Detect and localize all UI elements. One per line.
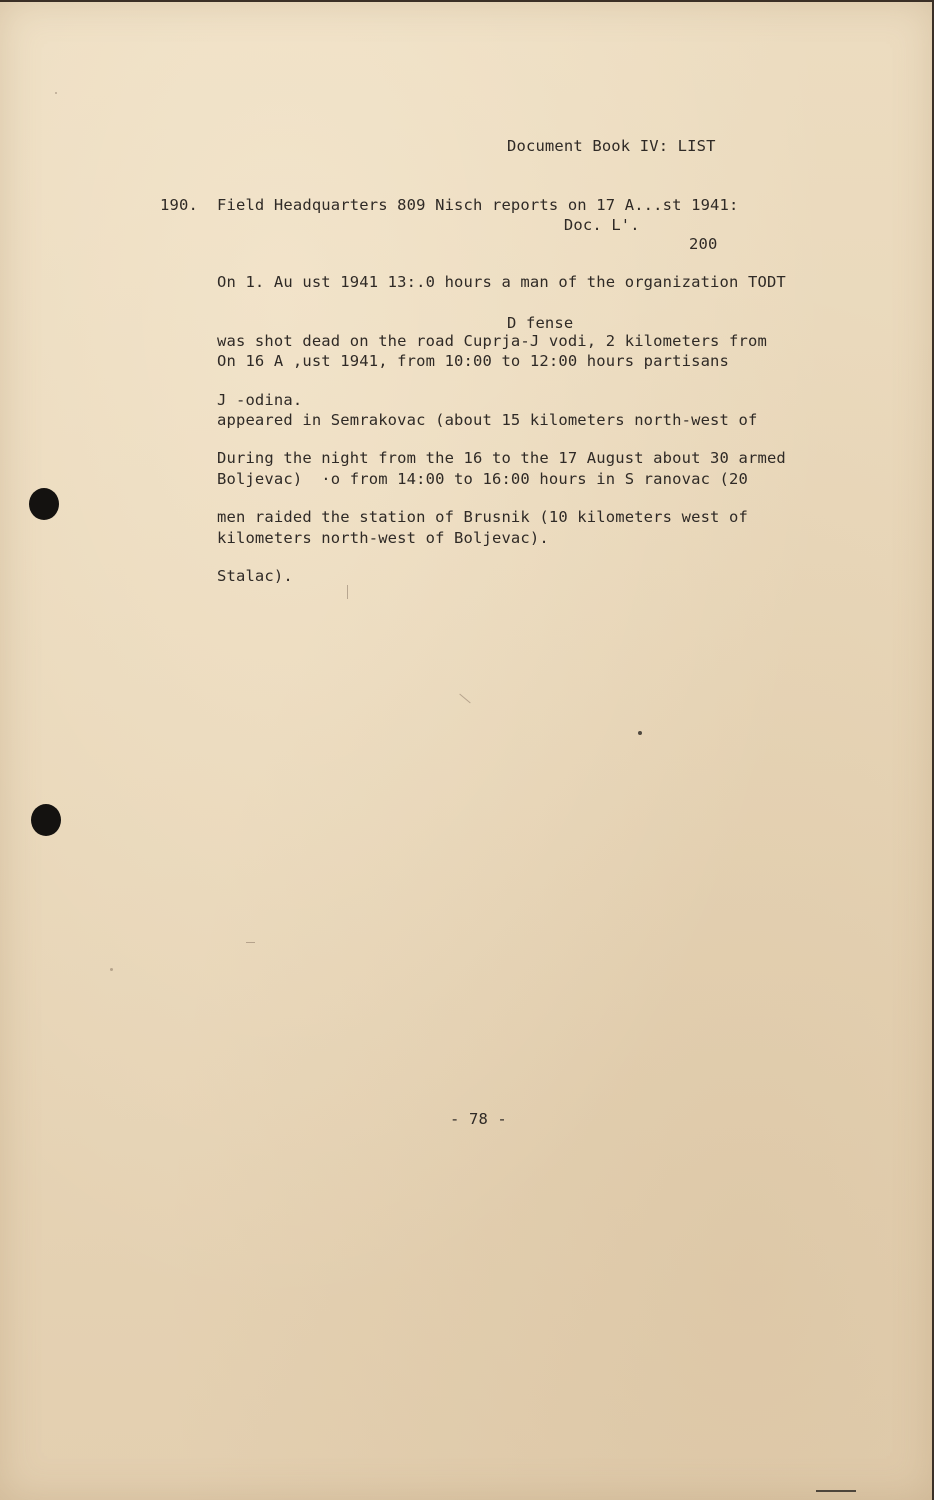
paragraph-line: J -odina.: [217, 390, 303, 409]
paragraph-3: [217, 410, 786, 626]
paragraph-line: men raided the station of Brusnik (10 kilometers west of: [217, 507, 748, 526]
paragraph-line: On 1. Au ust 1941 13:.0 hours a man of the organization TODT: [217, 273, 786, 292]
paragraph-line: Boljevac) ·o from 14:00 to 16:00 hours in S ranovac (20: [217, 469, 748, 488]
header-doc-label: Doc. L'.: [563, 215, 640, 234]
paper-speck: [246, 942, 255, 943]
paper-speck: [55, 92, 57, 94]
header-defense-line: D fense: [507, 313, 574, 332]
punch-hole-bottom: [31, 804, 61, 836]
item-number: 190.: [160, 196, 198, 214]
paragraph-line: kilometers north-west of Boljevac).: [217, 528, 549, 547]
header-doc-number: 200: [689, 235, 718, 254]
paper-speck: [459, 694, 470, 704]
header-book-line: Document Book IV: LIST: [507, 137, 716, 156]
top-border-line: [0, 0, 934, 2]
paper-speck: [816, 1490, 856, 1492]
page-number: - 78 -: [450, 1110, 507, 1128]
paragraph-line: During the night from the 16 to the 17 August about 30 armed: [217, 449, 786, 468]
paragraph-line: was shot dead on the road Cuprja-J vodi, 2 kilometers from: [217, 331, 767, 350]
item-title: Field Headquarters 809 Nisch reports on 17 A...st 1941:: [217, 196, 739, 214]
paper-speck: [638, 731, 642, 735]
paragraph-line: appeared in Semrakovac (about 15 kilometers north-west of: [217, 410, 758, 429]
paper-speck: [110, 968, 113, 971]
punch-hole-top: [29, 488, 59, 520]
paragraph-line: Stalac).: [217, 566, 293, 585]
paragraph-line: On 16 A ,ust 1941, from 10:00 to 12:00 hours partisans: [217, 352, 730, 371]
